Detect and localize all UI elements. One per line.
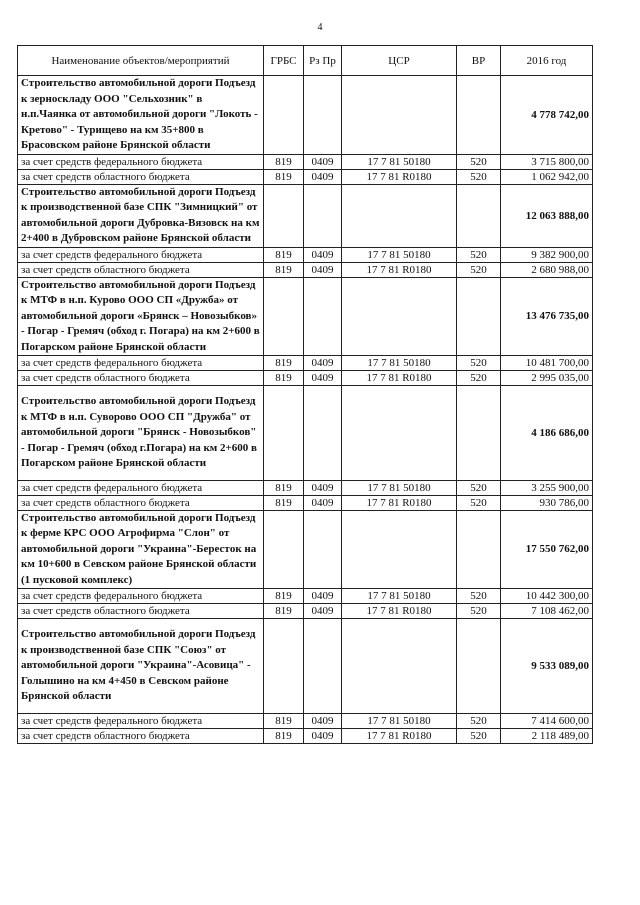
- grbs-cell: 819: [264, 713, 304, 728]
- object-row: [18, 386, 593, 481]
- object-name: Строительство автомобильной дороги Подъезд к производственной базе СПК "Союз" от автомобильной дороги "Украина"-Асовица" - Голышино на км 4+450 в Севском районе Брянской области: [18, 619, 264, 714]
- rzpr-cell: 0409: [304, 356, 342, 371]
- rzpr-cell: 0409: [304, 262, 342, 277]
- object-total: 4 778 742,00: [501, 76, 593, 155]
- object-row: [18, 510, 593, 589]
- rzpr-cell: 0409: [304, 713, 342, 728]
- funding-row: [18, 604, 593, 619]
- amount-cell: 3 715 800,00: [501, 154, 593, 169]
- rzpr-cell: 0409: [304, 589, 342, 604]
- rzpr-cell: 0409: [304, 371, 342, 386]
- object-row: [18, 619, 593, 714]
- object-name: Строительство автомобильной дороги Подъезд к МТФ в н.п. Суворово ООО СП "Дружба" от автомобильной дороги "Брянск - Новозыбков" - Погар - Гремяч (обход г.Погара) на км 2+600 в Погарском районе Брянской области: [18, 386, 264, 481]
- amount-cell: 7 414 600,00: [501, 713, 593, 728]
- funding-label: за счет средств областного бюджета: [18, 262, 264, 277]
- rzpr-cell: 0409: [304, 154, 342, 169]
- csr-cell: 17 7 81 50180: [342, 247, 457, 262]
- grbs-cell: 819: [264, 728, 304, 743]
- funding-label: за счет средств федерального бюджета: [18, 713, 264, 728]
- vr-cell: 520: [457, 356, 501, 371]
- object-row: [18, 277, 593, 356]
- page-number: 4: [317, 22, 323, 33]
- funding-label: за счет средств областного бюджета: [18, 169, 264, 184]
- amount-cell: 930 786,00: [501, 495, 593, 510]
- header-name: Наименование объектов/мероприятий: [18, 46, 264, 76]
- funding-label: за счет средств федерального бюджета: [18, 356, 264, 371]
- funding-row: [18, 371, 593, 386]
- object-total: 12 063 888,00: [501, 184, 593, 247]
- funding-row: [18, 356, 593, 371]
- csr-cell: 17 7 81 R0180: [342, 262, 457, 277]
- vr-cell: 520: [457, 728, 501, 743]
- rzpr-cell: 0409: [304, 495, 342, 510]
- funding-row: [18, 262, 593, 277]
- csr-cell: 17 7 81 50180: [342, 356, 457, 371]
- vr-cell: 520: [457, 589, 501, 604]
- amount-cell: 9 382 900,00: [501, 247, 593, 262]
- rzpr-cell: 0409: [304, 169, 342, 184]
- table-header-row: [18, 46, 593, 76]
- grbs-cell: 819: [264, 480, 304, 495]
- header-vr: ВР: [457, 46, 501, 76]
- funding-row: [18, 728, 593, 743]
- funding-row: [18, 169, 593, 184]
- csr-cell: 17 7 81 R0180: [342, 169, 457, 184]
- funding-row: [18, 154, 593, 169]
- funding-label: за счет средств федерального бюджета: [18, 154, 264, 169]
- grbs-cell: 819: [264, 356, 304, 371]
- object-name: Строительство автомобильной дороги Подъезд к ферме КРС ООО Агрофирма "Слон" от автомобильной дороги "Украина"-Берестoк на км 10+600 в Севском районе Брянской области (1 пусковой комплекс): [18, 510, 264, 589]
- vr-cell: 520: [457, 371, 501, 386]
- vr-cell: 520: [457, 262, 501, 277]
- funding-label: за счет средств областного бюджета: [18, 495, 264, 510]
- funding-label: за счет средств областного бюджета: [18, 728, 264, 743]
- vr-cell: 520: [457, 604, 501, 619]
- object-total: 4 186 686,00: [501, 386, 593, 481]
- rzpr-cell: 0409: [304, 247, 342, 262]
- vr-cell: 520: [457, 247, 501, 262]
- object-total: 9 533 089,00: [501, 619, 593, 714]
- header-rzpr: Рз Пр: [304, 46, 342, 76]
- amount-cell: 10 481 700,00: [501, 356, 593, 371]
- funding-row: [18, 480, 593, 495]
- object-row: [18, 184, 593, 247]
- grbs-cell: 819: [264, 495, 304, 510]
- object-name: Строительство автомобильной дороги Подъезд к производственной базе СПК "Зимницкий" от автомобильной дороги Дубровка-Вязовск на км 2+400 в Дубровском районе Брянской области: [18, 184, 264, 247]
- funding-row: [18, 247, 593, 262]
- amount-cell: 2 680 988,00: [501, 262, 593, 277]
- vr-cell: 520: [457, 154, 501, 169]
- header-grbs: ГРБС: [264, 46, 304, 76]
- csr-cell: 17 7 81 R0180: [342, 495, 457, 510]
- grbs-cell: 819: [264, 169, 304, 184]
- funding-label: за счет средств федерального бюджета: [18, 480, 264, 495]
- funding-label: за счет средств федерального бюджета: [18, 247, 264, 262]
- header-csr: ЦСР: [342, 46, 457, 76]
- object-total: 13 476 735,00: [501, 277, 593, 356]
- vr-cell: 520: [457, 169, 501, 184]
- funding-label: за счет средств областного бюджета: [18, 371, 264, 386]
- object-row: [18, 76, 593, 155]
- object-total: 17 550 762,00: [501, 510, 593, 589]
- grbs-cell: 819: [264, 604, 304, 619]
- header-year: 2016 год: [501, 46, 593, 76]
- csr-cell: 17 7 81 R0180: [342, 371, 457, 386]
- amount-cell: 1 062 942,00: [501, 169, 593, 184]
- funding-label: за счет средств федерального бюджета: [18, 589, 264, 604]
- grbs-cell: 819: [264, 371, 304, 386]
- csr-cell: 17 7 81 R0180: [342, 604, 457, 619]
- rzpr-cell: 0409: [304, 604, 342, 619]
- amount-cell: 2 995 035,00: [501, 371, 593, 386]
- funding-label: за счет средств областного бюджета: [18, 604, 264, 619]
- amount-cell: 10 442 300,00: [501, 589, 593, 604]
- object-name: Строительство автомобильной дороги Подъезд к МТФ в н.п. Куровo ООО СП «Дружба» от автомобильной дороги «Брянск – Новозыбков» - Погар - Гремяч (обход г. Погара) на км 2+600 в Погарском районе Брянской области: [18, 277, 264, 356]
- grbs-cell: 819: [264, 247, 304, 262]
- vr-cell: 520: [457, 480, 501, 495]
- amount-cell: 7 108 462,00: [501, 604, 593, 619]
- funding-row: [18, 589, 593, 604]
- csr-cell: 17 7 81 R0180: [342, 728, 457, 743]
- object-name: Строительство автомобильной дороги Подъезд к зерноскладу ООО "Сельхозник" в н.п.Чаянка от автомобильной дороги "Локоть - Кретово" - Турищево на км 35+800 в Брасовском районе Брянской области: [18, 76, 264, 155]
- csr-cell: 17 7 81 50180: [342, 589, 457, 604]
- grbs-cell: 819: [264, 589, 304, 604]
- grbs-cell: 819: [264, 154, 304, 169]
- rzpr-cell: 0409: [304, 480, 342, 495]
- amount-cell: 3 255 900,00: [501, 480, 593, 495]
- funding-row: [18, 713, 593, 728]
- funding-row: [18, 495, 593, 510]
- vr-cell: 520: [457, 495, 501, 510]
- csr-cell: 17 7 81 50180: [342, 480, 457, 495]
- rzpr-cell: 0409: [304, 728, 342, 743]
- amount-cell: 2 118 489,00: [501, 728, 593, 743]
- budget-table: [17, 45, 593, 744]
- csr-cell: 17 7 81 50180: [342, 154, 457, 169]
- csr-cell: 17 7 81 50180: [342, 713, 457, 728]
- vr-cell: 520: [457, 713, 501, 728]
- grbs-cell: 819: [264, 262, 304, 277]
